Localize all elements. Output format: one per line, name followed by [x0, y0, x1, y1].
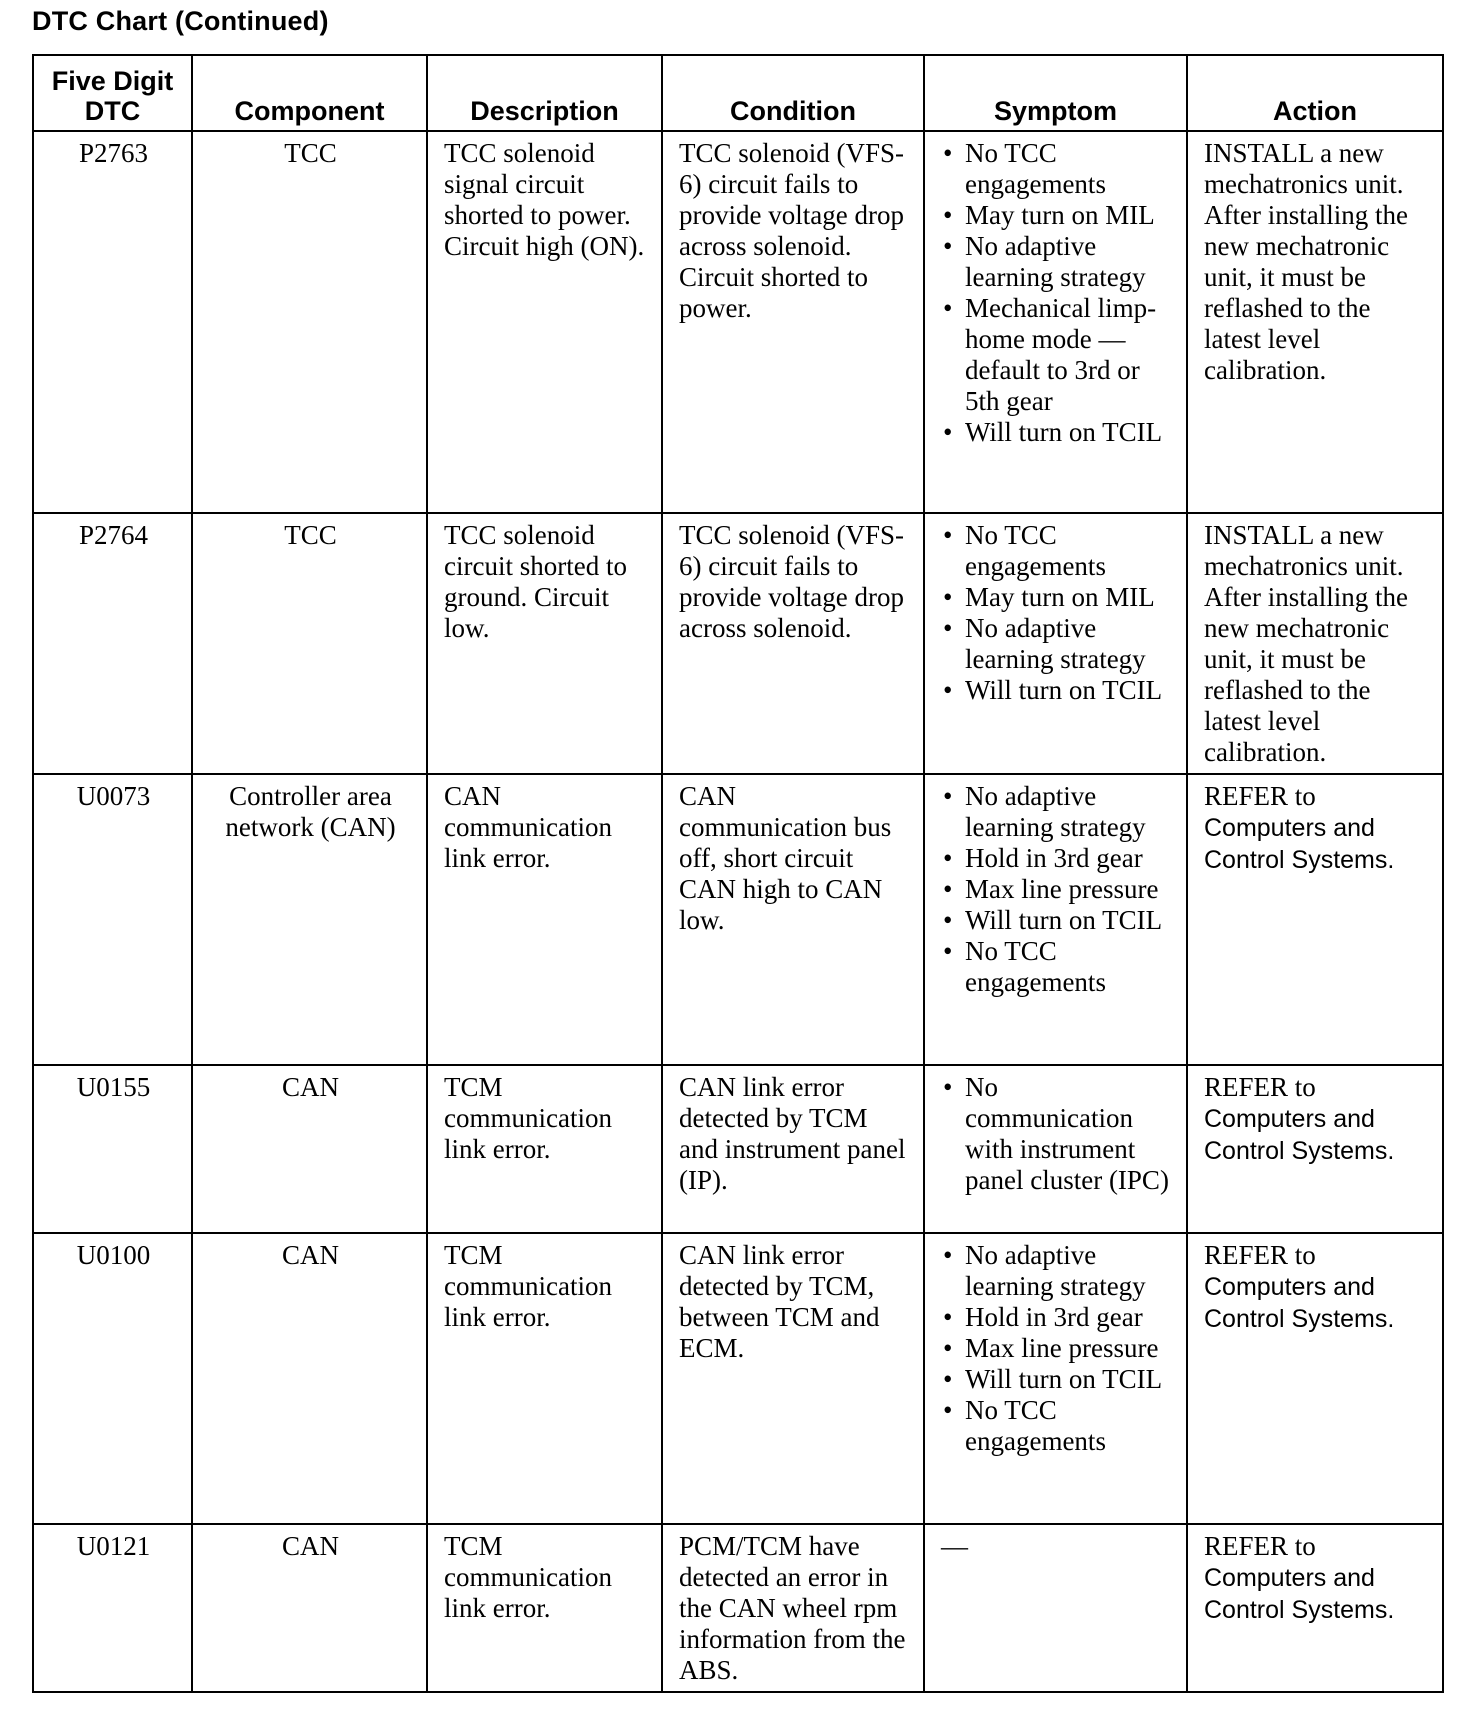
- symptom-text: Max line pressure: [965, 874, 1159, 904]
- condition: TCC solenoid (VFS-6) circuit fails to provide voltage drop across solenoid. Circuit shorted to power.: [662, 131, 924, 513]
- header-dtc: Five Digit DTC: [33, 55, 192, 131]
- description: TCC solenoid circuit shorted to ground. Circuit low.: [427, 513, 662, 774]
- symptom-list: [941, 520, 1172, 706]
- action: INSTALL a new mechatronics unit. After installing the new mechatronic unit, it must be reflashed to the latest level calibration.: [1187, 131, 1443, 513]
- symptom-item: [941, 1240, 1172, 1302]
- symptom-list: [941, 138, 1172, 448]
- component: CAN: [192, 1524, 427, 1692]
- dtc-code: P2763: [33, 131, 192, 513]
- bullet-icon: •: [943, 874, 953, 904]
- dtc-code: P2764: [33, 513, 192, 774]
- dtc-code: U0155: [33, 1065, 192, 1233]
- page-title: DTC Chart (Continued): [32, 6, 329, 36]
- symptom-item: [941, 1333, 1172, 1364]
- symptom-item: [941, 936, 1172, 998]
- symptom-text: Will turn on TCIL: [965, 905, 1163, 935]
- symptom-text: No adaptive learning strategy: [965, 781, 1146, 842]
- symptom-cell: [924, 513, 1187, 774]
- header-symptom: Symptom: [924, 55, 1187, 131]
- bullet-icon: •: [943, 1395, 953, 1425]
- symptom-item: [941, 874, 1172, 905]
- symptom-item: [941, 1364, 1172, 1395]
- symptom-item: [941, 293, 1172, 417]
- action-lead: REFER to: [1204, 1240, 1316, 1270]
- symptom-item: [941, 138, 1172, 200]
- bullet-icon: •: [943, 843, 953, 873]
- symptom-text: Max line pressure: [965, 1333, 1159, 1363]
- action: [1187, 1524, 1443, 1692]
- bullet-icon: •: [943, 1333, 953, 1363]
- action-rest: Computers and Control Systems.: [1204, 1273, 1395, 1333]
- dtc-code: U0121: [33, 1524, 192, 1692]
- component: Controller area network (CAN): [192, 774, 427, 1065]
- action-rest: Computers and Control Systems.: [1204, 1564, 1395, 1624]
- header-component: Component: [192, 55, 427, 131]
- symptom-item: [941, 905, 1172, 936]
- bullet-icon: •: [943, 781, 953, 811]
- symptom-text: Will turn on TCIL: [965, 675, 1163, 705]
- symptom-text: Hold in 3rd gear: [965, 1302, 1143, 1332]
- symptom-list: [941, 781, 1172, 998]
- table-row: [33, 1065, 1443, 1233]
- table-row: [33, 131, 1443, 513]
- symptom-text: Will turn on TCIL: [965, 1364, 1163, 1394]
- table-row: [33, 774, 1443, 1065]
- condition: CAN link error detected by TCM, between TCM and ECM.: [662, 1233, 924, 1524]
- description: TCM communication link error.: [427, 1524, 662, 1692]
- bullet-icon: •: [943, 293, 953, 323]
- description: CAN communication link error.: [427, 774, 662, 1065]
- component: CAN: [192, 1233, 427, 1524]
- symptom-text: No adaptive learning strategy: [965, 613, 1146, 674]
- dtc-chart-table: [32, 54, 1444, 1693]
- symptom-text: No TCC engagements: [965, 936, 1106, 997]
- component: CAN: [192, 1065, 427, 1233]
- symptom-item: [941, 417, 1172, 448]
- bullet-icon: •: [943, 1072, 953, 1102]
- action: INSTALL a new mechatronics unit. After installing the new mechatronic unit, it must be reflashed to the latest level calibration.: [1187, 513, 1443, 774]
- symptom-cell: [924, 131, 1187, 513]
- symptom-cell: [924, 1065, 1187, 1233]
- condition: CAN link error detected by TCM and instrument panel (IP).: [662, 1065, 924, 1233]
- symptom-text: No adaptive learning strategy: [965, 1240, 1146, 1301]
- symptom-cell: [924, 1233, 1187, 1524]
- symptom-item: [941, 231, 1172, 293]
- table-row: [33, 1524, 1443, 1692]
- description: TCC solenoid signal circuit shorted to power. Circuit high (ON).: [427, 131, 662, 513]
- symptom-item: [941, 1072, 1172, 1196]
- condition: TCC solenoid (VFS-6) circuit fails to provide voltage drop across solenoid.: [662, 513, 924, 774]
- table-row: [33, 513, 1443, 774]
- symptom-item: [941, 520, 1172, 582]
- action-lead: REFER to: [1204, 1072, 1316, 1102]
- symptom-text: No adaptive learning strategy: [965, 231, 1146, 292]
- symptom-text: No TCC engagements: [965, 138, 1106, 199]
- bullet-icon: •: [943, 582, 953, 612]
- symptom-text: May turn on MIL: [965, 582, 1155, 612]
- action-lead: REFER to: [1204, 1531, 1316, 1561]
- header-description: Description: [427, 55, 662, 131]
- symptom-text: No TCC engagements: [965, 1395, 1106, 1456]
- symptom-cell: —: [924, 1524, 1187, 1692]
- header-row: [33, 55, 1443, 131]
- dtc-code: U0073: [33, 774, 192, 1065]
- condition: CAN communication bus off, short circuit CAN high to CAN low.: [662, 774, 924, 1065]
- bullet-icon: •: [943, 905, 953, 935]
- bullet-icon: •: [943, 417, 953, 447]
- symptom-list: [941, 1072, 1172, 1196]
- action-lead: REFER to: [1204, 781, 1316, 811]
- bullet-icon: •: [943, 1302, 953, 1332]
- symptom-item: [941, 1395, 1172, 1457]
- header-condition: Condition: [662, 55, 924, 131]
- symptom-item: [941, 582, 1172, 613]
- description: TCM communication link error.: [427, 1233, 662, 1524]
- header-action: Action: [1187, 55, 1443, 131]
- bullet-icon: •: [943, 675, 953, 705]
- symptom-item: [941, 200, 1172, 231]
- symptom-list: [941, 1240, 1172, 1457]
- symptom-text: No communication with instrument panel cluster (IPC): [965, 1072, 1169, 1195]
- action: [1187, 1233, 1443, 1524]
- condition: PCM/TCM have detected an error in the CAN wheel rpm information from the ABS.: [662, 1524, 924, 1692]
- symptom-item: [941, 843, 1172, 874]
- bullet-icon: •: [943, 936, 953, 966]
- bullet-icon: •: [943, 1240, 953, 1270]
- bullet-icon: •: [943, 231, 953, 261]
- bullet-icon: •: [943, 138, 953, 168]
- symptom-text: Hold in 3rd gear: [965, 843, 1143, 873]
- symptom-item: [941, 1302, 1172, 1333]
- symptom-text: Mechanical limp-home mode — default to 3rd or 5th gear: [965, 293, 1157, 416]
- symptom-text: Will turn on TCIL: [965, 417, 1163, 447]
- bullet-icon: •: [943, 200, 953, 230]
- description: TCM communication link error.: [427, 1065, 662, 1233]
- symptom-text: May turn on MIL: [965, 200, 1155, 230]
- symptom-item: [941, 613, 1172, 675]
- symptom-item: [941, 675, 1172, 706]
- component: TCC: [192, 513, 427, 774]
- table-row: [33, 1233, 1443, 1524]
- bullet-icon: •: [943, 613, 953, 643]
- action: [1187, 1065, 1443, 1233]
- bullet-icon: •: [943, 1364, 953, 1394]
- symptom-text: No TCC engagements: [965, 520, 1106, 581]
- action-rest: Computers and Control Systems.: [1204, 814, 1395, 874]
- action-rest: Computers and Control Systems.: [1204, 1105, 1395, 1165]
- bullet-icon: •: [943, 520, 953, 550]
- symptom-item: [941, 781, 1172, 843]
- action: [1187, 774, 1443, 1065]
- component: TCC: [192, 131, 427, 513]
- symptom-cell: [924, 774, 1187, 1065]
- dtc-code: U0100: [33, 1233, 192, 1524]
